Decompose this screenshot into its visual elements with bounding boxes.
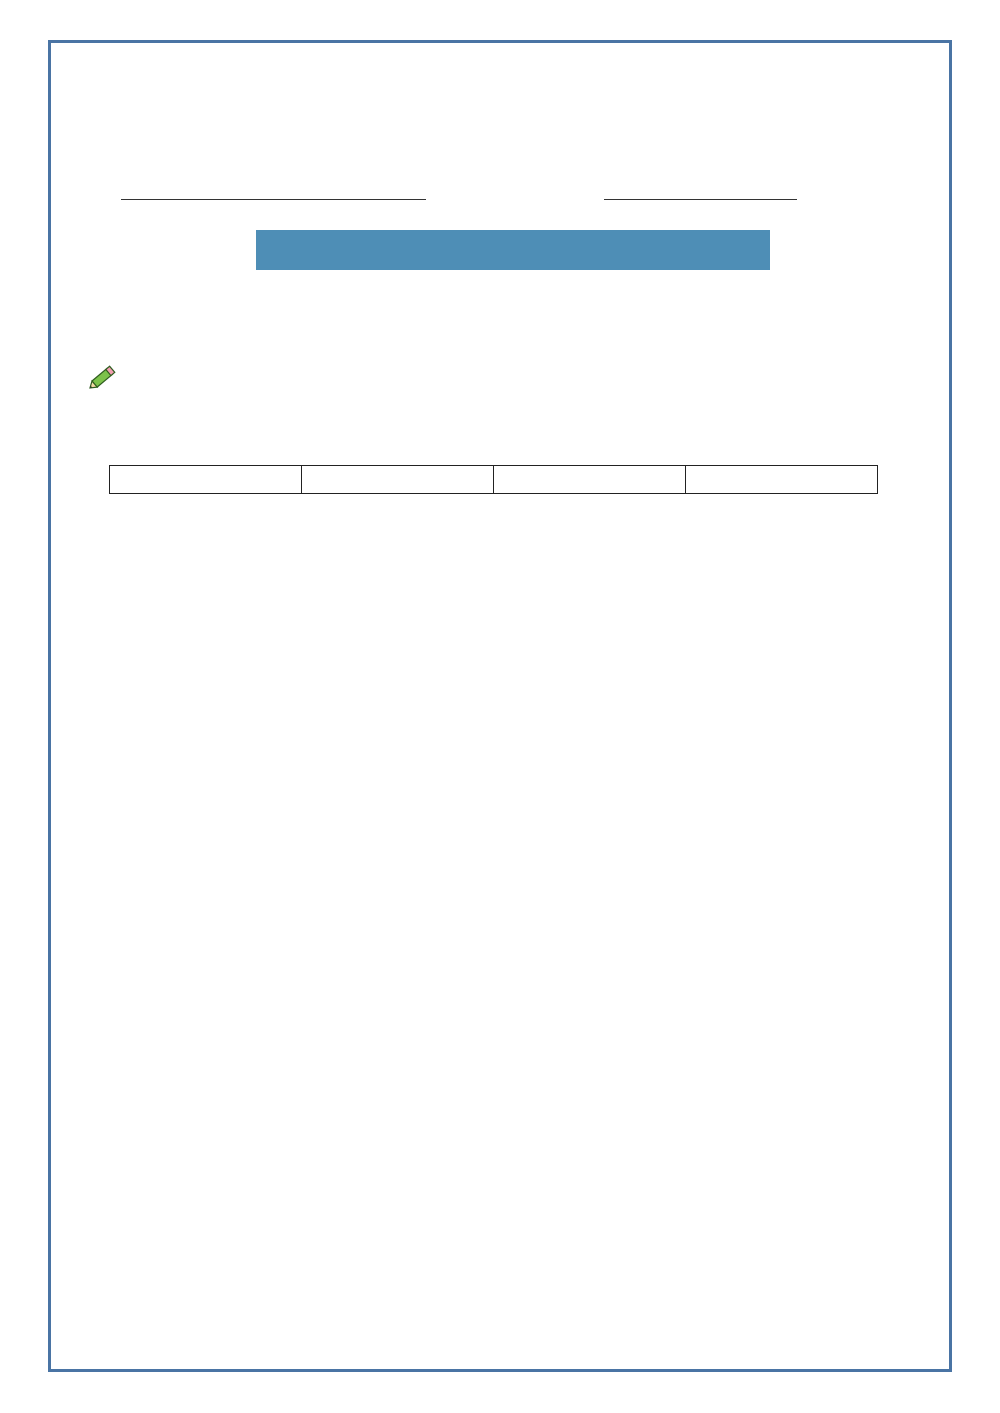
nama-line[interactable] [121, 185, 426, 200]
kelas-line[interactable] [604, 185, 797, 200]
header-nilai-tempat [494, 466, 686, 494]
header-nilai-digit [686, 466, 878, 494]
worksheet-table [109, 465, 878, 494]
nama-field[interactable] [121, 185, 426, 204]
kelas-field[interactable] [604, 185, 797, 204]
colored-pencils-icon [76, 48, 928, 88]
header-nombor [302, 466, 494, 494]
table-header-row [110, 466, 878, 494]
pencil-icon [86, 360, 120, 394]
topic-banner [256, 230, 770, 270]
header-bil [110, 466, 302, 494]
colored-pencils-strip-icon [76, 143, 928, 163]
